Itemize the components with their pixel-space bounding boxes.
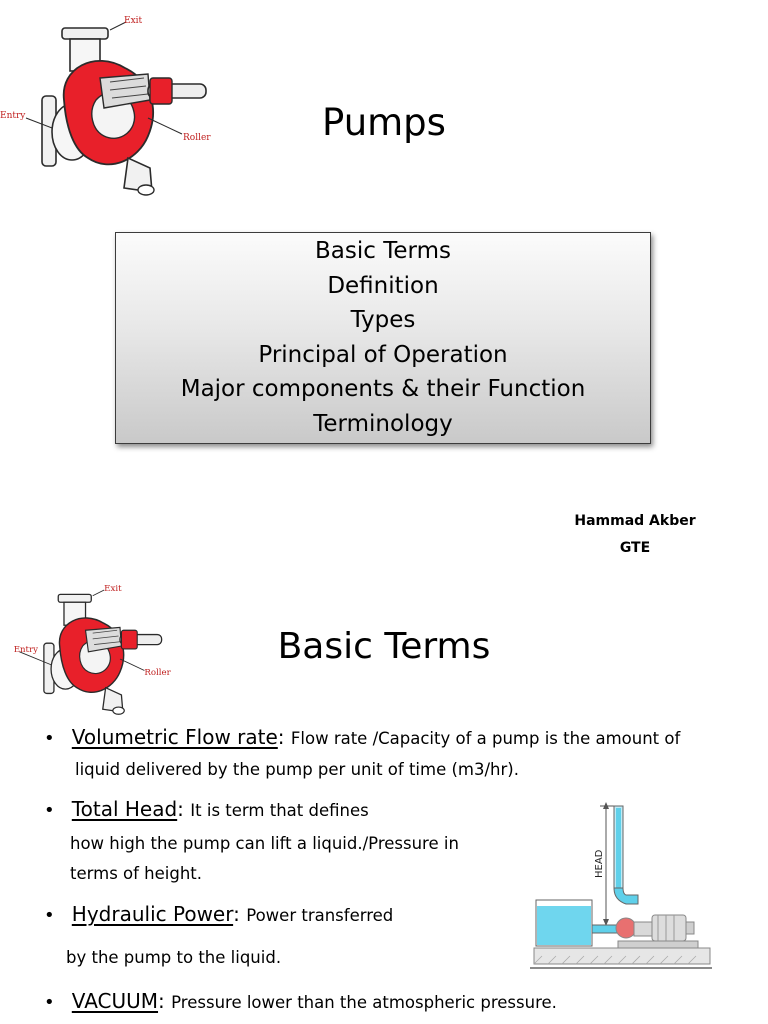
topics-box <box>115 232 651 444</box>
exit-label: Exit <box>104 583 122 594</box>
term-description-cont: terms of height. <box>70 864 203 883</box>
topic-item: Basic Terms <box>315 238 451 264</box>
bullet-item: • Total Head: It is term that defines <box>44 797 369 821</box>
topic-item: Major components & their Function <box>180 376 586 402</box>
head-diagram <box>526 800 716 978</box>
author-block <box>540 508 730 562</box>
roller-label: Roller <box>183 133 211 143</box>
topic-item: Principal of Operation <box>258 341 508 368</box>
term-description: Flow rate /Capacity of a pump is the amount of <box>290 729 681 748</box>
exit-label: Exit <box>124 16 143 26</box>
term-description-cont: liquid delivered by the pump per unit of time (m3/hr). <box>75 760 519 779</box>
head-label: HEAD <box>594 849 605 878</box>
bullet-icon: • <box>44 905 72 926</box>
roller-label: Roller <box>144 667 171 678</box>
term-description: Power transferred <box>246 906 394 925</box>
bullet-icon: • <box>44 992 72 1013</box>
term-label: Volumetric Flow rate <box>71 725 278 749</box>
term-description-cont: how high the pump can lift a liquid./Pressure in <box>70 834 459 853</box>
bullet-icon: • <box>44 728 72 749</box>
term-description-cont: by the pump to the liquid. <box>66 948 282 967</box>
bullet-item: • Volumetric Flow rate: Flow rate /Capacity of a pump is the amount of <box>44 725 681 749</box>
slide-title: Basic Terms <box>277 626 491 667</box>
bullet-icon: • <box>44 800 72 821</box>
term-description: It is term that defines <box>190 801 369 820</box>
bullet-item: • VACUUM: Pressure lower than the atmospheric pressure. <box>44 989 557 1013</box>
bullet-item: • Hydraulic Power: Power transferred <box>44 902 394 926</box>
slide-title: Pumps <box>322 101 446 144</box>
term-label: Total Head <box>71 797 178 821</box>
topic-item: Types <box>350 307 416 333</box>
term-label: VACUUM <box>71 989 159 1013</box>
topic-item: Definition <box>327 272 439 299</box>
entry-label: Entry <box>0 111 26 121</box>
term-label: Hydraulic Power <box>71 902 234 926</box>
author-role: GTE <box>619 540 651 556</box>
entry-label: Entry <box>13 644 39 655</box>
author-name: Hammad Akber <box>574 513 696 529</box>
term-description: Pressure lower than the atmospheric pressure. <box>171 993 557 1012</box>
topic-item: Terminology <box>313 410 453 437</box>
